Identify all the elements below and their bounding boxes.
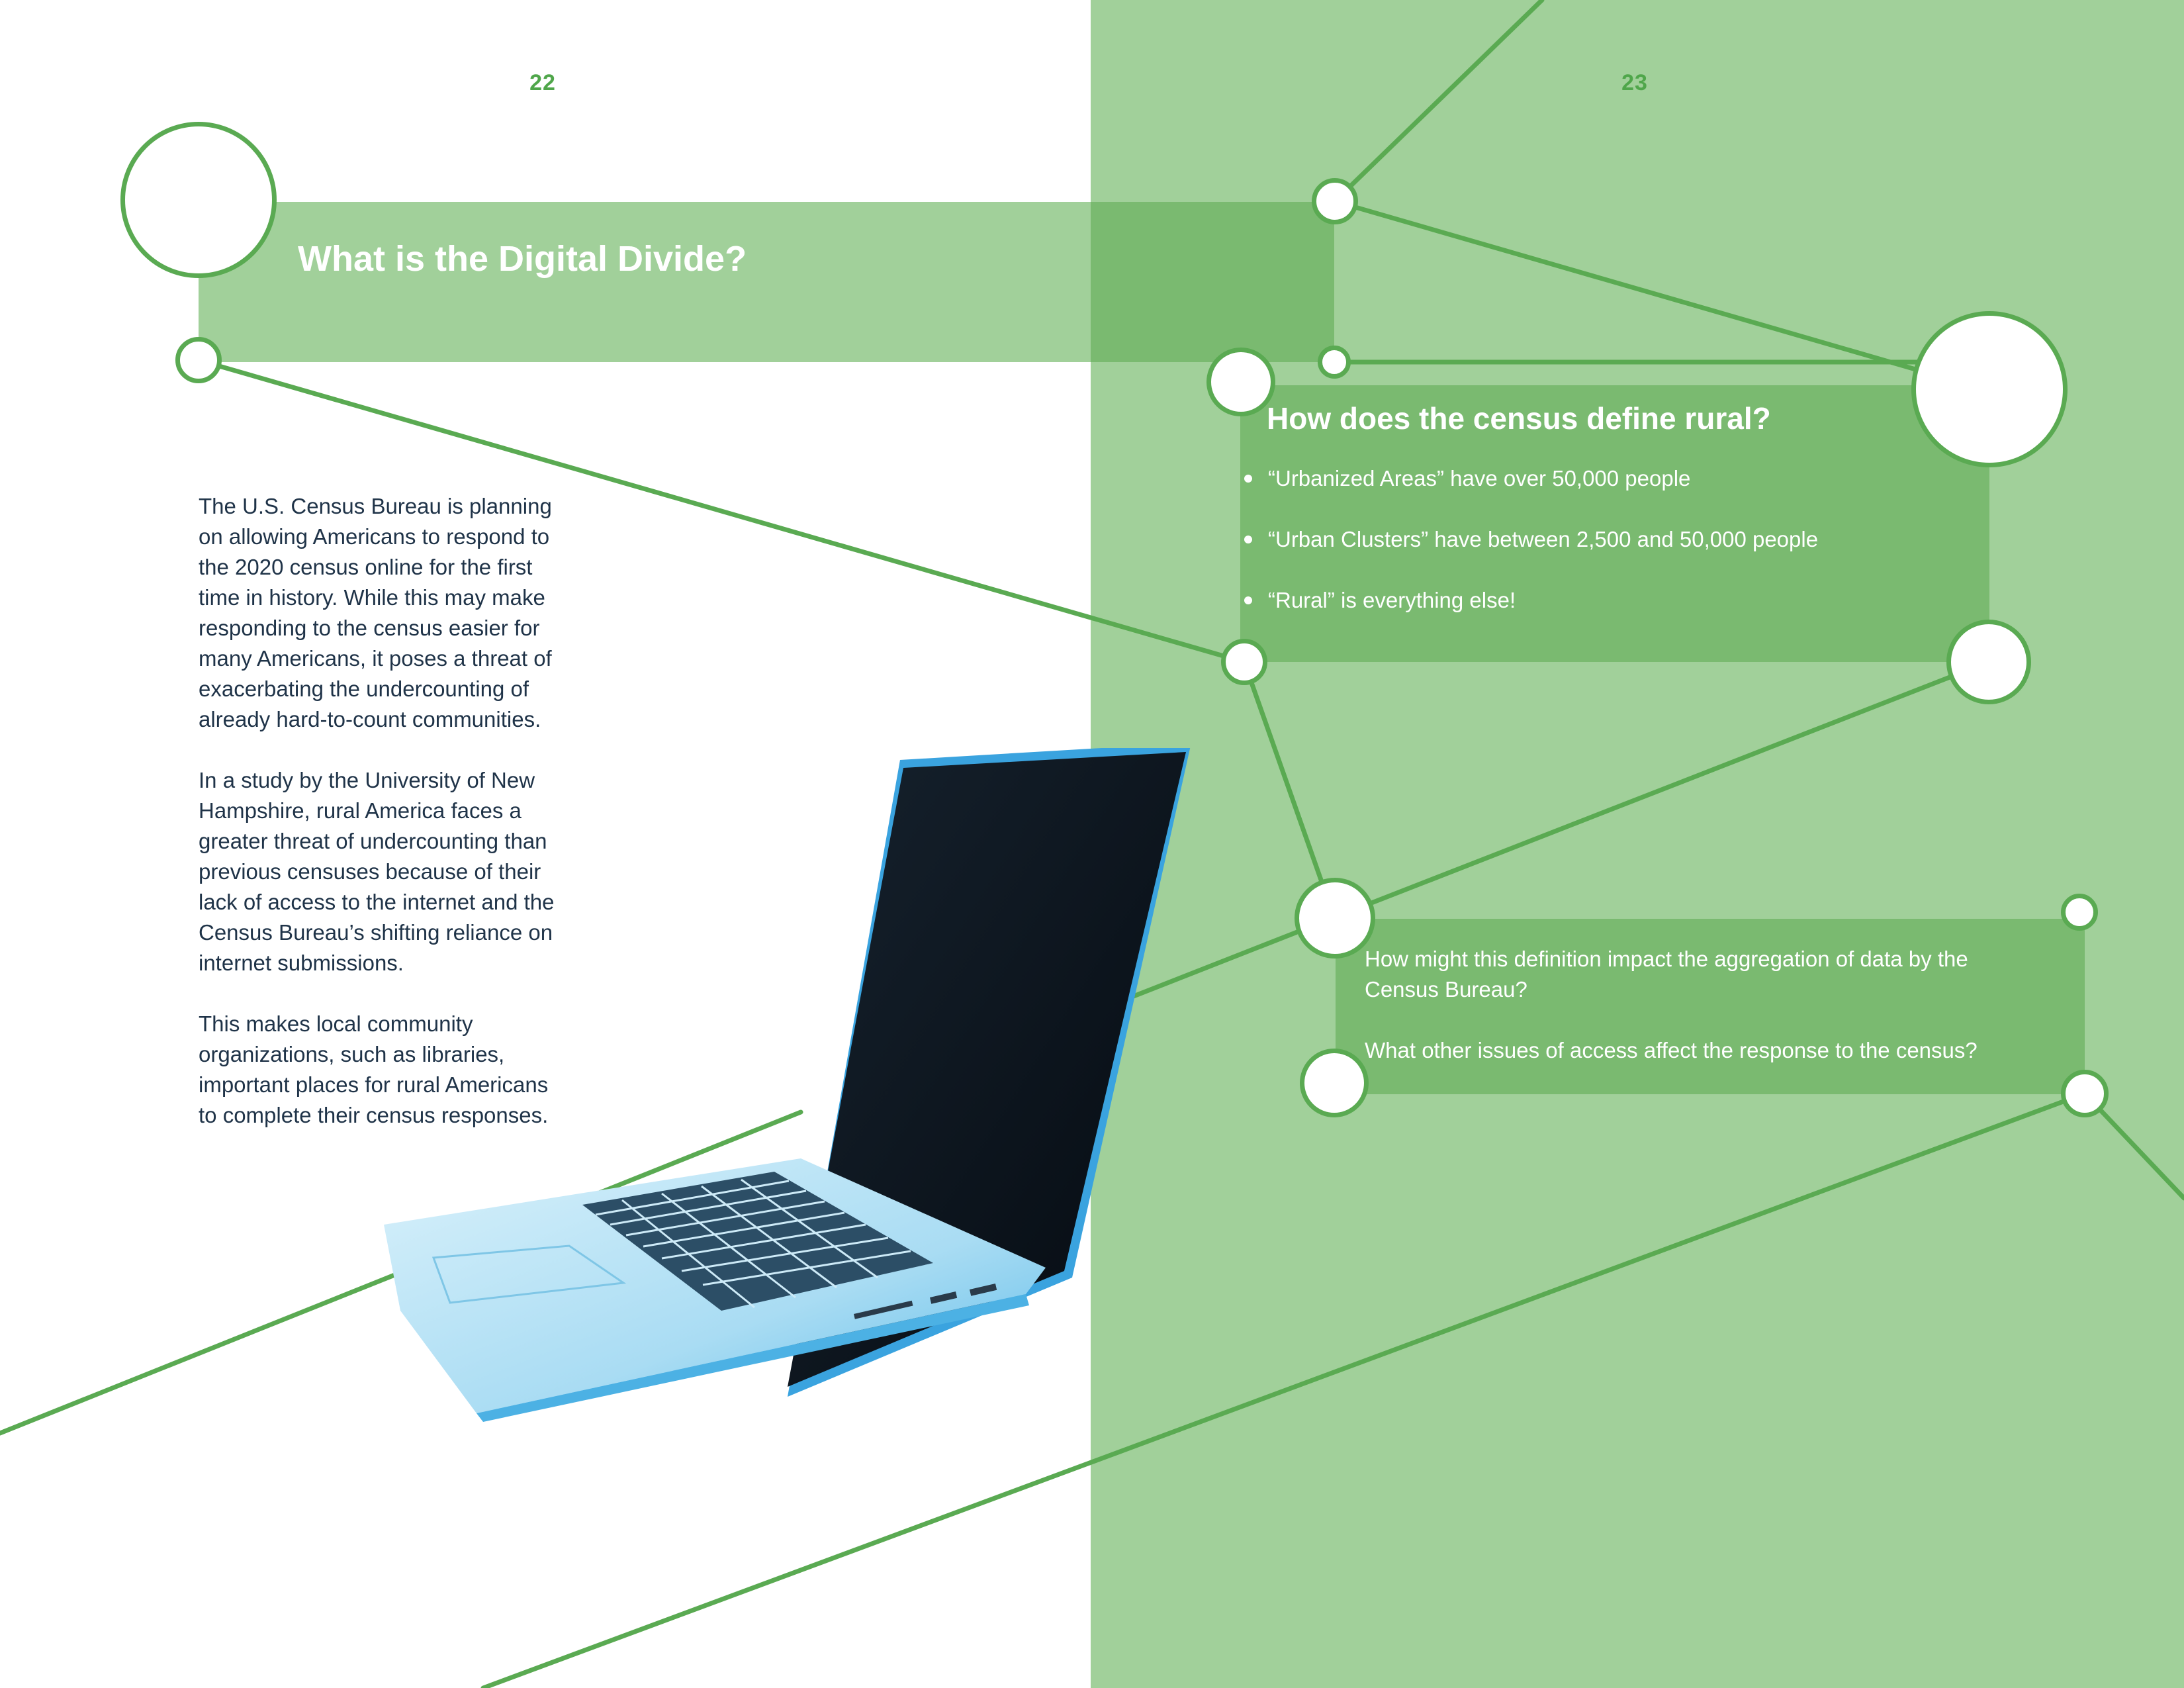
rural-bullet-list [1244, 463, 1818, 646]
question-line: Census Bureau? [1365, 977, 1527, 1002]
questions-text [1365, 944, 2053, 1096]
node-small [1318, 346, 1351, 379]
node-small [1312, 178, 1358, 224]
rural-bullet-text: “Rural” is everything else! [1268, 588, 1516, 612]
rural-bullet-item [1244, 524, 1818, 555]
body-line: exacerbating the undercounting of [199, 677, 529, 701]
bullet-icon [1244, 596, 1252, 604]
connector-line-6 [1334, 662, 1989, 917]
rural-bullet-item [1244, 463, 1818, 494]
question-2 [1365, 1035, 2053, 1066]
body-line: In a study by the University of New [199, 768, 535, 792]
body-line: previous censuses because of their [199, 859, 541, 884]
body-line: Census Bureau’s shifting reliance on [199, 920, 553, 945]
node-small [2061, 1070, 2109, 1117]
body-line: Hampshire, rural America faces a [199, 798, 522, 823]
bullet-icon [1244, 475, 1252, 483]
body-paragraph-1 [199, 491, 556, 735]
node-medium [1295, 878, 1375, 959]
node-large-rural [1911, 311, 2068, 467]
rural-bullet-text: “Urbanized Areas” have over 50,000 people [1268, 466, 1691, 491]
node-medium [1206, 348, 1275, 416]
node-large-title [120, 122, 277, 278]
body-line: on allowing Americans to respond to [199, 524, 550, 549]
body-line: lack of access to the internet and the [199, 890, 555, 914]
rural-bullet-text: “Urban Clusters” have between 2,500 and 50,000 people [1268, 527, 1819, 551]
node-medium [1300, 1049, 1369, 1117]
page-title: What is the Digital Divide? [298, 239, 747, 279]
node-small [2061, 894, 2098, 931]
body-line: The U.S. Census Bureau is planning [199, 494, 552, 518]
rural-heading: How does the census define rural? [1267, 401, 1771, 436]
page-number-right: 23 [1621, 70, 1648, 95]
body-line: greater threat of undercounting than [199, 829, 547, 853]
page-number-left: 22 [529, 70, 556, 95]
laptop-illustration [377, 748, 1198, 1423]
connector-line-1 [1335, 0, 1542, 201]
body-line: This makes local community [199, 1011, 473, 1036]
title-band-overlap [1091, 202, 1334, 362]
rural-bullet-item [1244, 585, 1818, 616]
question-line: What other issues of access affect the response to the census? [1365, 1038, 1978, 1062]
node-small [1221, 639, 1267, 685]
body-line: organizations, such as libraries, [199, 1042, 505, 1066]
body-line: to complete their census responses. [199, 1103, 549, 1127]
question-1 [1365, 944, 2053, 1005]
body-line: time in history. While this may make [199, 585, 545, 610]
body-line: responding to the census easier for [199, 616, 540, 640]
body-line: many Americans, it poses a threat of [199, 646, 552, 671]
node-small [175, 337, 222, 383]
question-line: How might this definition impact the aggregation of data by the [1365, 947, 1968, 971]
body-line: internet submissions. [199, 951, 404, 975]
body-line: important places for rural Americans [199, 1072, 549, 1097]
node-medium [1946, 620, 2031, 704]
body-line: the 2020 census online for the first [199, 555, 533, 579]
body-line: already hard-to-count communities. [199, 707, 541, 731]
bullet-icon [1244, 536, 1252, 543]
connector-line-5 [1244, 662, 1334, 917]
